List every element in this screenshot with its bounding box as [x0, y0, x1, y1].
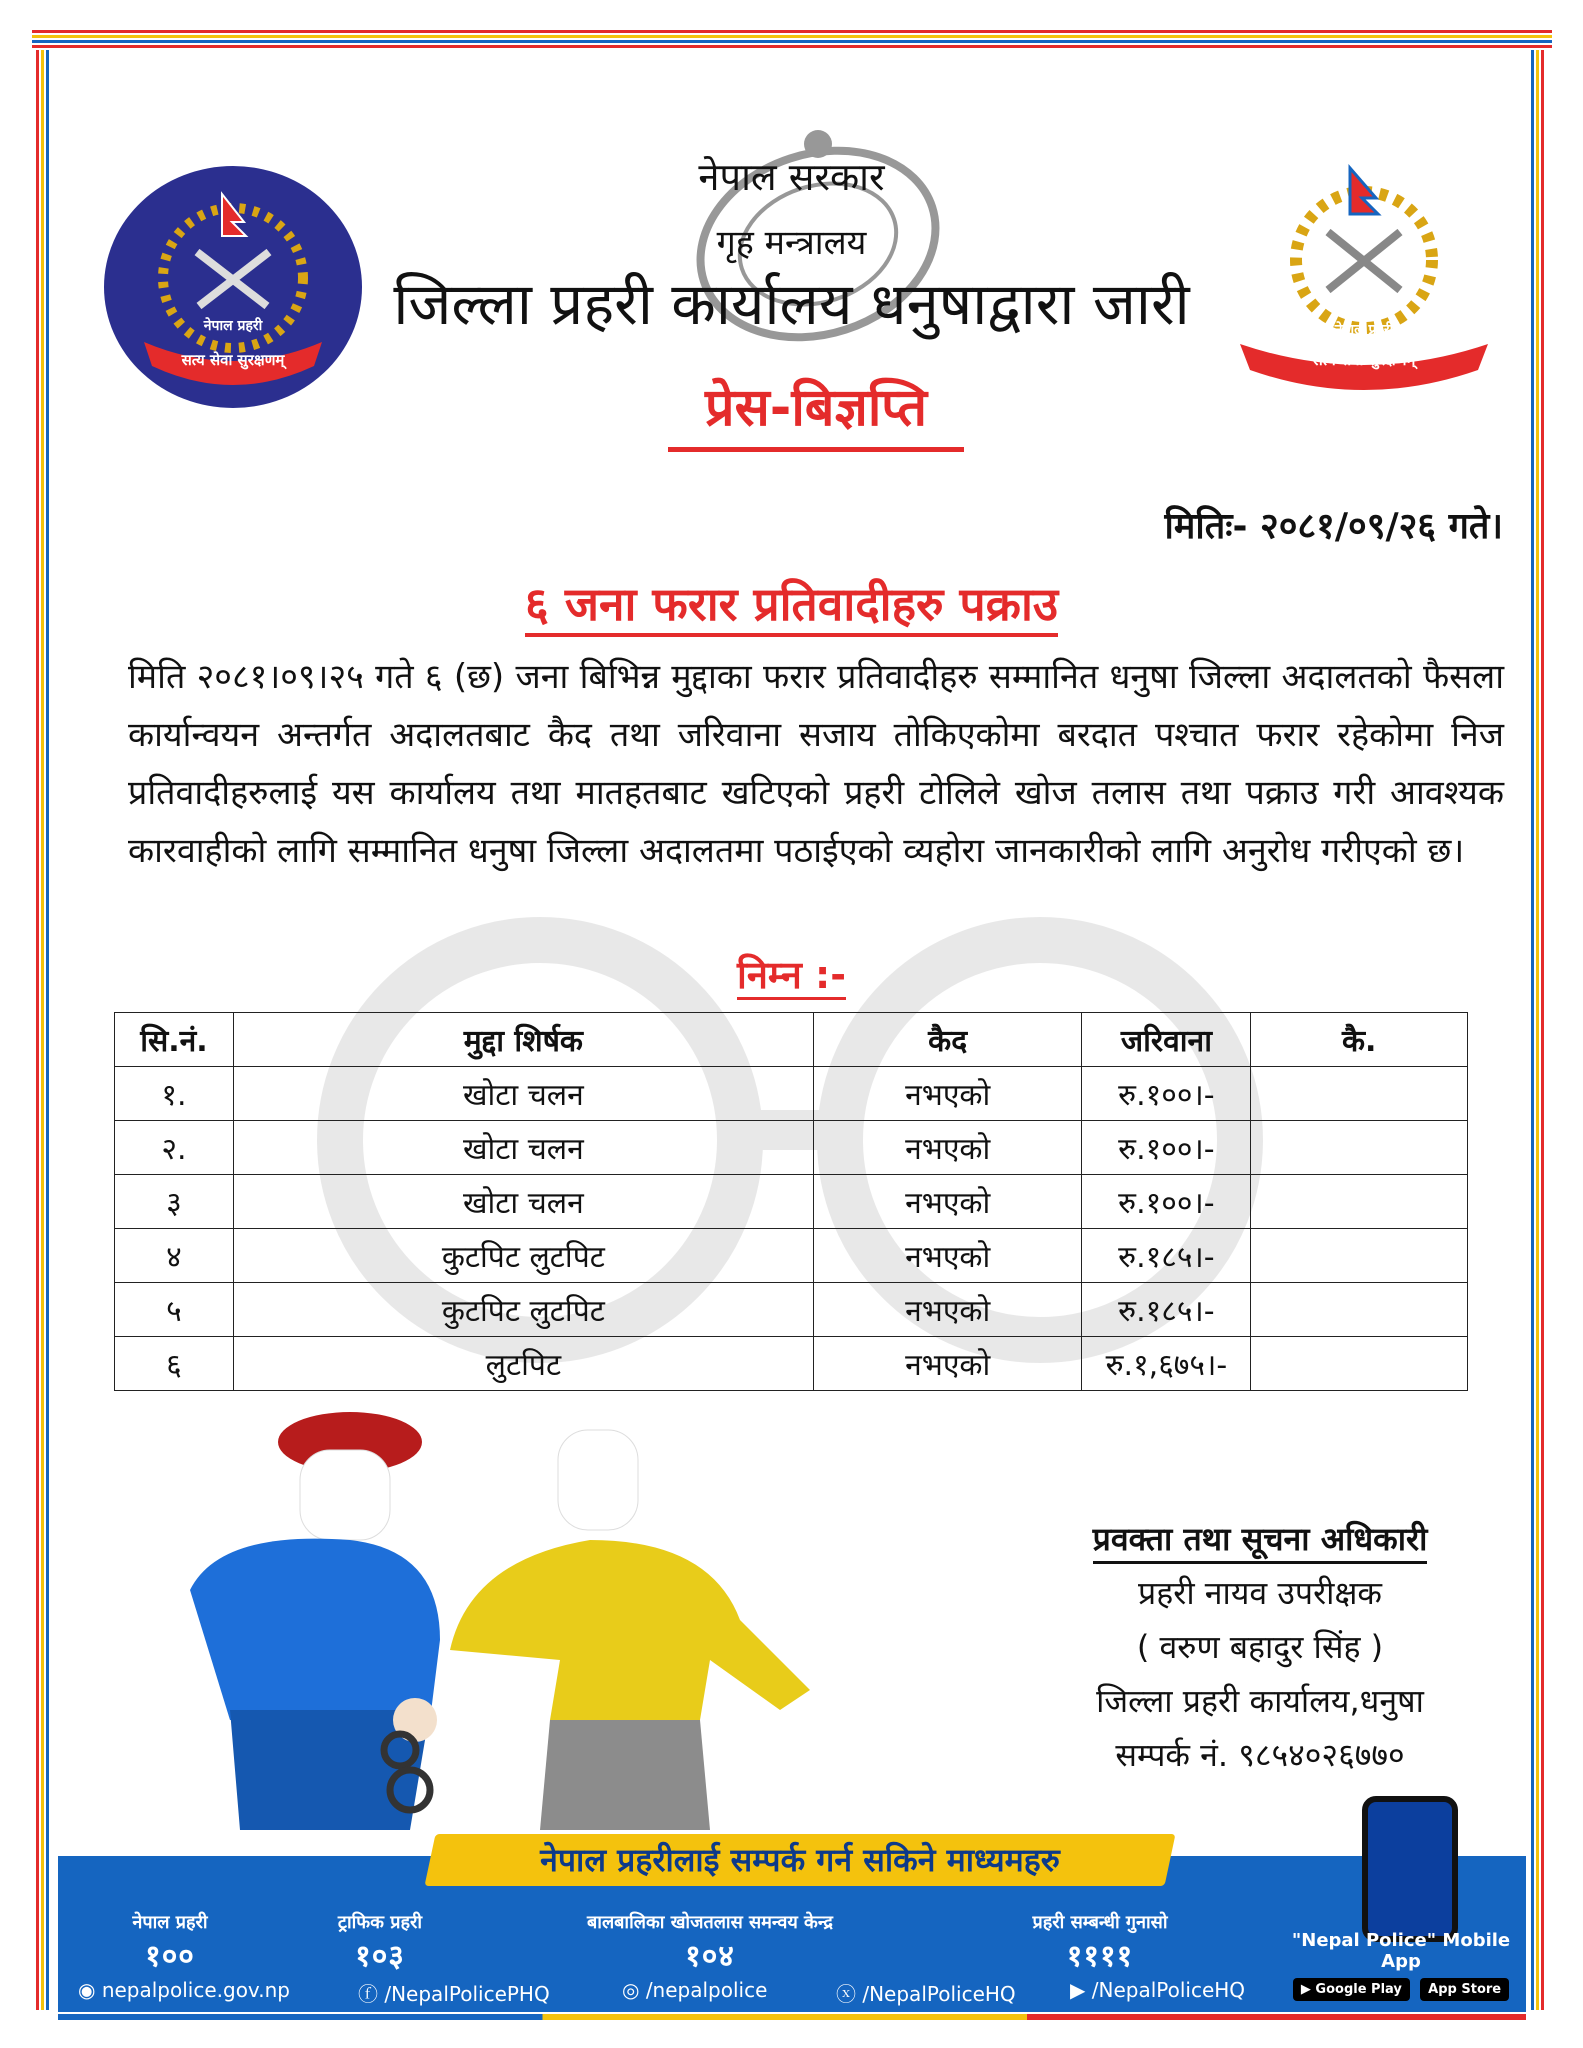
cell-remarks: [1251, 1121, 1468, 1175]
list-heading-text: निम्न :-: [737, 953, 846, 1000]
logo-right-motto: सत्य सेवा सुरक्षणम्: [1312, 351, 1416, 369]
contact-number: १००: [145, 1939, 195, 1974]
cell-remarks: [1251, 1337, 1468, 1391]
cell-serial: ४: [115, 1229, 234, 1283]
logo-left-motto: सत्य सेवा सुरक्षणम्: [181, 351, 285, 369]
cell-serial: ३: [115, 1175, 234, 1229]
contact-number: ११११: [1066, 1939, 1134, 1974]
cell-case: कुटपिट लुटपिट: [233, 1229, 813, 1283]
cell-case: खोटा चलन: [233, 1067, 813, 1121]
website-text: nepalpolice.gov.np: [101, 1978, 290, 2002]
contact-police: [90, 1910, 250, 1975]
footer-banner-text: नेपाल प्रहरीलाई सम्पर्क गर्न सकिने माध्यमहरु: [540, 1841, 1060, 1879]
release-date: मितिः- २०८१/०९/२६ गते।: [1164, 506, 1503, 547]
x-link[interactable]: ⓧ /NepalPoliceHQ: [836, 1982, 1016, 2006]
contact-label: बालबालिका खोजतलास समन्वय केन्द्र: [587, 1912, 833, 1933]
col-imprisonment: कैद: [813, 1013, 1082, 1067]
app-store-text: App Store: [1428, 1982, 1502, 1997]
government-name: नेपाल सरकार: [698, 155, 885, 199]
facebook-link[interactable]: ⓕ /NepalPolicePHQ: [358, 1982, 550, 2006]
youtube-link[interactable]: ▶ /NepalPoliceHQ: [1070, 1978, 1246, 2002]
cell-remarks: [1251, 1067, 1468, 1121]
x-text: /NepalPoliceHQ: [862, 1982, 1016, 2006]
office-title: जिल्ला प्रहरी कार्यालय धनुषाद्वारा जारी: [393, 270, 1190, 338]
cell-fine: रु.१,६७५।-: [1082, 1337, 1251, 1391]
cell-imprisonment: नभएको: [813, 1067, 1082, 1121]
signatory-office: जिल्ला प्रहरी कार्यालय,धनुषा: [1096, 1682, 1424, 1720]
app-store-badge[interactable]: [1420, 1978, 1509, 2001]
google-play-badge[interactable]: ▶ Google Play: [1293, 1978, 1410, 2001]
youtube-text: /NepalPoliceHQ: [1091, 1978, 1246, 2002]
cell-serial: ६: [115, 1337, 234, 1391]
table-row: [115, 1337, 1468, 1391]
instagram-link[interactable]: ◎ /nepalpolice: [622, 1978, 768, 2002]
ministry-name: गृह मन्त्रालय: [716, 223, 867, 263]
facebook-text: /NepalPolicePHQ: [384, 1982, 550, 2006]
contact-label: ट्राफिक प्रहरी: [337, 1912, 423, 1933]
contact-traffic: [290, 1910, 470, 1975]
table-header-row: [115, 1013, 1468, 1067]
signatory-contact: सम्पर्क नं. ९८५४०२६७७०: [1115, 1736, 1405, 1774]
table-row: [115, 1283, 1468, 1337]
press-release-title: प्रेस-बिज्ञप्ति: [668, 370, 964, 452]
body-paragraph: मिति २०८१।०९।२५ गते ६ (छ) जना बिभिन्न मुद्दाका फरार प्रतिवादीहरु सम्मानित धनुषा जिल्ला अदालतको फैसला कार्यान्वयन अन्तर्गत अदालतबाट कैद तथा जरिवाना सजाय तोकिएकोमा बरदात पश्चात फरार रहेकोमा निज प्रतिवादीहरुलाई यस कार्यालय तथा मातहतबाट खटिएको प्रहरी टोलिले खोज तलास तथा पक्राउ गरी आवश्यक कारवाहीको लागि सम्मानित धनुषा जिल्ला अदालतमा पठाईएको व्यहोरा जानकारीको लागि अनुरोध गरीएको छ।: [128, 657, 1504, 871]
mobile-app-promo: [1286, 1930, 1516, 2001]
cell-imprisonment: नभएको: [813, 1337, 1082, 1391]
cell-fine: रु.१८५।-: [1082, 1283, 1251, 1337]
cell-imprisonment: नभएको: [813, 1283, 1082, 1337]
table-row: [115, 1175, 1468, 1229]
cell-serial: १.: [115, 1067, 234, 1121]
right-border-stripes: [1531, 50, 1547, 2010]
headline-text: ६ जना फरार प्रतिवादीहरु पक्राउ: [525, 577, 1058, 637]
google-play-text: Google Play: [1315, 1982, 1402, 1997]
mobile-phone-icon: [1362, 1796, 1458, 1942]
cell-case: कुटपिट लुटपिट: [233, 1283, 813, 1337]
contact-number: १०४: [685, 1939, 735, 1974]
left-border-stripes: [36, 50, 52, 2010]
app-label: "Nepal Police" Mobile App: [1291, 1930, 1511, 1972]
table-row: [115, 1067, 1468, 1121]
cell-fine: रु.१८५।-: [1082, 1229, 1251, 1283]
cell-serial: ५: [115, 1283, 234, 1337]
signatory-title: प्रवक्ता तथा सूचना अधिकारी: [1093, 1517, 1428, 1564]
signature-block: [1040, 1512, 1480, 1782]
cell-fine: रु.१००।-: [1082, 1121, 1251, 1175]
signatory-name: ( वरुण बहादुर सिंह ): [1136, 1628, 1384, 1666]
contact-label: प्रहरी सम्बन्धी गुनासो: [1032, 1912, 1168, 1933]
arrest-illustration: [110, 1390, 940, 1830]
cell-imprisonment: नभएको: [813, 1121, 1082, 1175]
contact-label: नेपाल प्रहरी: [132, 1912, 208, 1933]
contact-complaint: [980, 1910, 1220, 1975]
headline: [0, 572, 1583, 634]
contact-number: १०३: [355, 1939, 405, 1974]
cell-case: लुटपिट: [233, 1337, 813, 1391]
cell-serial: २.: [115, 1121, 234, 1175]
cell-case: खोटा चलन: [233, 1175, 813, 1229]
logo-right-text: नेपाल प्रहरी: [1334, 322, 1394, 338]
col-remarks: कै.: [1251, 1013, 1468, 1067]
list-heading: [0, 948, 1583, 1000]
cell-case: खोटा चलन: [233, 1121, 813, 1175]
col-serial: सि.नं.: [115, 1013, 234, 1067]
col-case-title: मुद्दा शिर्षक: [233, 1013, 813, 1067]
website-link[interactable]: ◉ nepalpolice.gov.np: [78, 1978, 290, 2002]
table-row: [115, 1121, 1468, 1175]
cell-imprisonment: नभएको: [813, 1175, 1082, 1229]
instagram-text: /nepalpolice: [645, 1978, 768, 2002]
cell-fine: रु.१००।-: [1082, 1067, 1251, 1121]
bottom-color-stripe: [58, 2014, 1526, 2020]
cell-remarks: [1251, 1175, 1468, 1229]
cell-remarks: [1251, 1229, 1468, 1283]
cell-fine: रु.१००।-: [1082, 1175, 1251, 1229]
top-border-stripes: [32, 30, 1552, 52]
logo-left-text: नेपाल प्रहरी: [203, 318, 263, 334]
signatory-rank: प्रहरी नायव उपरीक्षक: [1138, 1574, 1382, 1612]
contact-child-search: [520, 1910, 900, 1975]
col-fine: जरिवाना: [1082, 1013, 1251, 1067]
cell-imprisonment: नभएको: [813, 1229, 1082, 1283]
cell-remarks: [1251, 1283, 1468, 1337]
table-row: [115, 1229, 1468, 1283]
defendants-table: [114, 1012, 1468, 1391]
